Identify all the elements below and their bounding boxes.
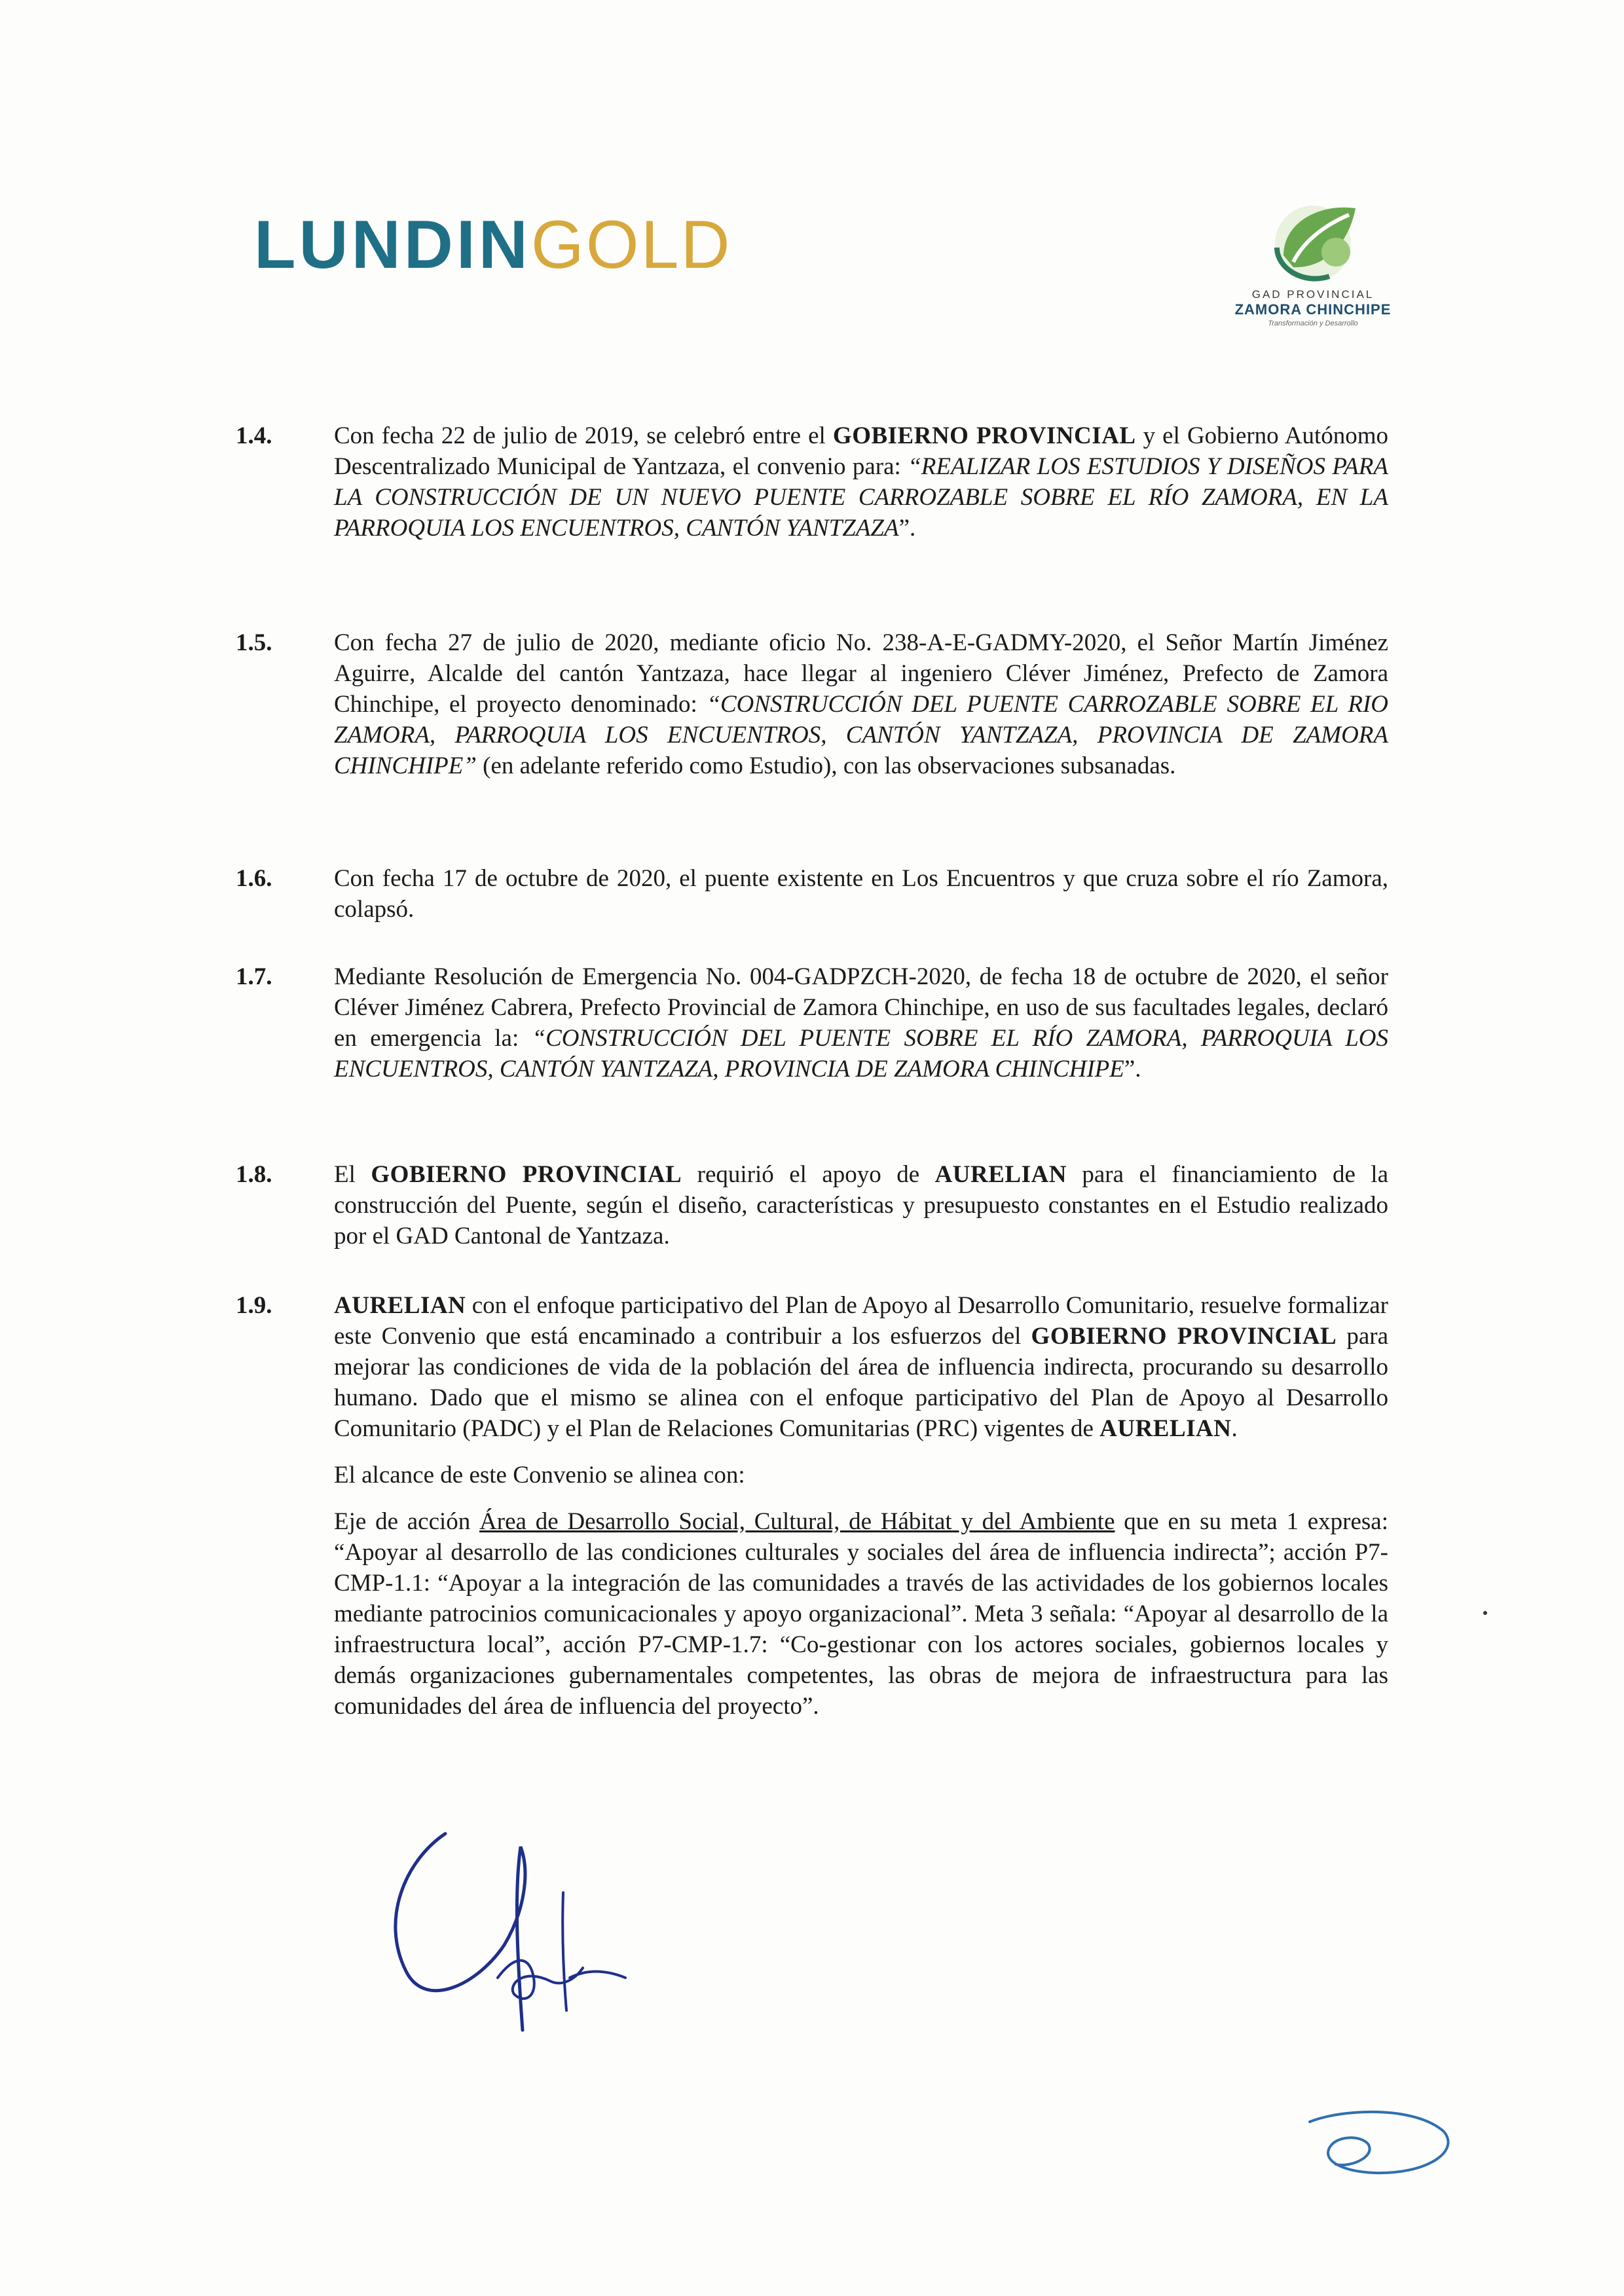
clause-text [334, 1290, 1388, 1722]
bold-text-run: GOBIERNO PROVINCIAL [371, 1161, 682, 1188]
bold-text-run: GOBIERNO PROVINCIAL [1031, 1323, 1337, 1350]
paragraph [334, 961, 1388, 1084]
text-run: para el financiamiento de la construcción del Puente, según el diseño, características y presupuesto constantes en el Estudio realizado por el GAD Cantonal de Yantzaza. [334, 1161, 1388, 1250]
clause-1-5 [236, 627, 1388, 797]
clause-number: 1.5. [236, 629, 272, 656]
logo-line-3: Transformación y Desarrollo [1268, 320, 1358, 327]
lundin-gold-logo [254, 207, 732, 283]
italic-caps-run: “CONSTRUCCIÓN DEL PUENTE SOBRE EL RÍO ZAMORA, PARROQUIA LOS ENCUENTROS, CANTÓN YANTZAZA, PROVINCIA DE ZAMORA CHINCHIPE [334, 1025, 1388, 1083]
clause-text [334, 627, 1388, 781]
italic-caps-run: “CONSTRUCCIÓN DEL PUENTE CARROZABLE SOBRE EL RIO ZAMORA, PARROQUIA LOS ENCUENTROS, CANTÓN YANTZAZA, PROVINCIA DE ZAMORA CHINCHIPE” [334, 691, 1388, 779]
logo-lundin-text: LUNDIN [254, 207, 531, 283]
text-run: Mediante Resolución de Emergencia No. 004-GADPZCH-2020, de fecha 18 de octubre de 2020, el señor Cléver Jiménez Cabrera, Prefecto Provincial de Zamora Chinchipe, en uso de sus facultades legales, declaró en emergencia la: [334, 963, 1388, 1052]
clause-number: 1.9. [236, 1292, 272, 1319]
text-run: Con fecha 27 de julio de 2020, mediante oficio No. 238-A-E-GADMY-2020, el Señor Martín Jiménez Aguirre, Alcalde del cantón Yantzaza, hace llegar al ingeniero Cléver Jiménez, Prefecto de Zamora Chinchipe, el proyecto denominado: [334, 629, 1388, 718]
text-run: Con fecha 17 de octubre de 2020, el puente existente en Los Encuentros y que cruza sobre el río Zamora, colapsó. [334, 865, 1388, 923]
text-run: (en adelante referido como Estudio), con las observaciones subsanadas. [476, 752, 1176, 779]
clause-number: 1.7. [236, 963, 272, 990]
bold-text-run: GOBIERNO PROVINCIAL [832, 422, 1136, 449]
italic-caps-run: “REALIZAR LOS ESTUDIOS Y DISEÑOS PARA LA CONSTRUCCIÓN DE UN NUEVO PUENTE CARROZABLE SOBRE EL RÍO ZAMORA, EN LA PARROQUIA LOS ENCUENTROS, CANTÓN YANTZAZA [334, 453, 1388, 542]
logo-line-2: ZAMORA CHINCHIPE [1234, 301, 1392, 318]
text-run: El [334, 1161, 371, 1188]
ink-dot [1483, 1611, 1487, 1615]
text-run: Con fecha 22 de julio de 2019, se celebró entre el [334, 422, 833, 449]
scope-detail [334, 1506, 1388, 1722]
text-run: para mejorar las condiciones de vida de la población del área de influencia indirecta, procurando su desarrollo humano. Dado que el mismo se alinea con el enfoque participativo del Plan de Apoyo al Desarrollo Comunitario (PADC) y el Plan de Relaciones Comunitarias (PRC) vigentes de [334, 1323, 1388, 1442]
logo-line-1: GAD PROVINCIAL [1251, 288, 1375, 301]
bold-text-run: AURELIAN [334, 1292, 466, 1319]
bold-text-run: AURELIAN [934, 1161, 1067, 1188]
scope-intro [334, 1460, 1388, 1491]
text-run: requirió el apoyo de [682, 1161, 935, 1188]
text-run: y el Gobierno Autónomo Descentralizado Municipal de Yantzaza, el convenio para: [334, 422, 1389, 480]
clause-number: 1.8. [236, 1161, 272, 1188]
clause-1-4 [236, 420, 1388, 559]
paragraph [334, 1290, 1388, 1444]
clause-number: 1.6. [236, 865, 272, 892]
leaf-globe-icon [1257, 190, 1369, 288]
paragraph [334, 420, 1388, 544]
paragraph [334, 863, 1388, 925]
text-run: ”. [1124, 1056, 1141, 1083]
logo-gold-text: GOLD [530, 207, 732, 283]
clause-text [334, 961, 1388, 1084]
text-run: Eje de acción [334, 1508, 480, 1535]
clause-1-9 [236, 1290, 1388, 1737]
text-run: ”. [898, 515, 916, 542]
clause-1-6 [236, 863, 1388, 940]
text-run: que en su meta 1 expresa: “Apoyar al desarrollo de las condiciones culturales y sociales del área de influencia indirecta”; acción P7-CMP-1.1: “Apoyar a la integración de las comunidades a través de las actividades de los gobiernos locales mediante patrocinios comunicacionales y apoyo organizacional”. Meta 3 señala: “Apoyar al desarrollo de la infraestructura local”, acción P7-CMP-1.7: “Co-gestionar con los actores sociales, gobiernos locales y demás organizaciones gubernamentales competentes, las obras de mejora de infraestructura para las comunidades del área de influencia del proyecto”. [334, 1508, 1388, 1720]
bold-text-run: AURELIAN [1099, 1415, 1232, 1442]
underlined-run: Área de Desarrollo Social, Cultural, de Hábitat y del Ambiente [479, 1508, 1115, 1535]
paragraph [334, 627, 1388, 781]
clause-text [334, 863, 1388, 925]
initials-mark [1297, 2096, 1460, 2187]
text-run: con el enfoque participativo del Plan de Apoyo al Desarrollo Comunitario, resuelve formalizar este Convenio que está encaminado a contribuir a los esfuerzos del [334, 1292, 1388, 1350]
clause-number: 1.4. [236, 422, 272, 449]
clause-text [334, 1159, 1388, 1251]
clause-1-7 [236, 961, 1388, 1100]
paragraph [334, 1159, 1388, 1251]
signature-mark [367, 1821, 655, 2037]
clause-text [334, 420, 1388, 544]
gad-zamora-chinchipe-logo [1231, 190, 1395, 341]
text-run: . [1231, 1415, 1238, 1442]
text-run: El alcance de este Convenio se alinea con: [334, 1462, 745, 1489]
clause-1-8 [236, 1159, 1388, 1267]
